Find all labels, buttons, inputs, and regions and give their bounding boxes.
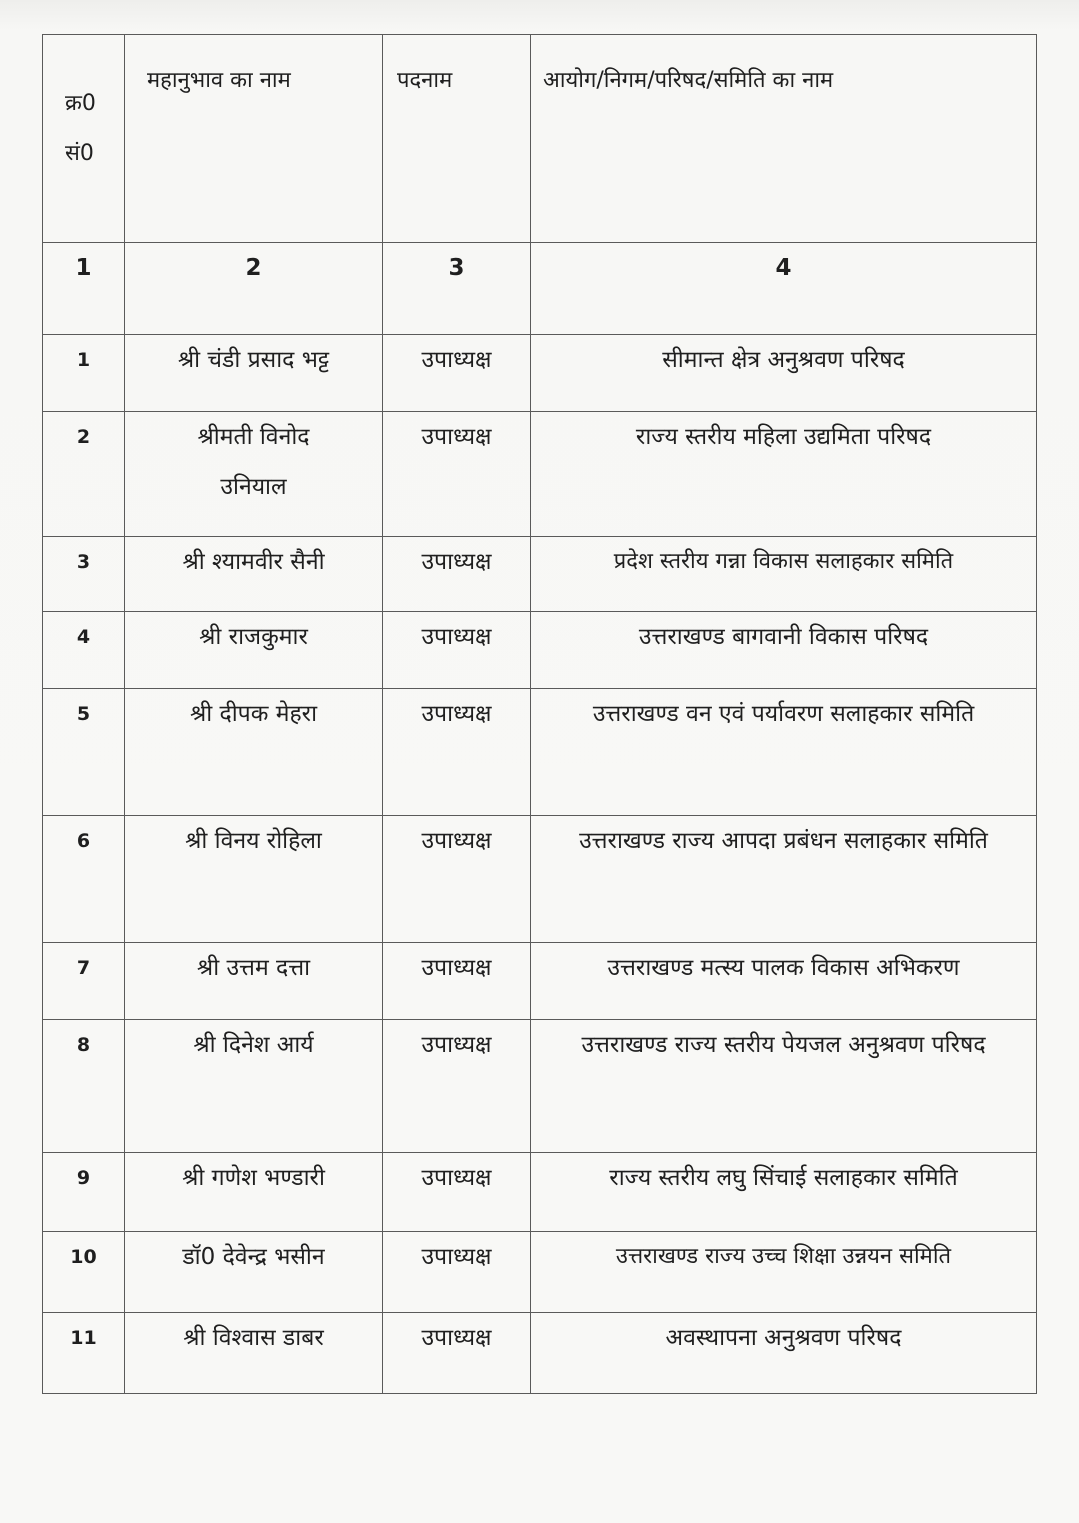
row-body: राज्य स्तरीय महिला उद्यमिता परिषद (531, 412, 1037, 537)
row-designation: उपाध्यक्ष (383, 1232, 531, 1313)
row-designation: उपाध्यक्ष (383, 943, 531, 1020)
row-body: उत्तराखण्ड राज्य स्तरीय पेयजल अनुश्रवण परिषद (531, 1020, 1037, 1153)
row-body: उत्तराखण्ड बागवानी विकास परिषद (531, 612, 1037, 689)
row-serial: 2 (43, 412, 125, 537)
row-body: उत्तराखण्ड राज्य उच्च शिक्षा उन्नयन समिति (531, 1232, 1037, 1313)
header-serial: क्र0 सं0 (43, 35, 125, 243)
table-row (43, 816, 1037, 943)
table-row (43, 689, 1037, 816)
row-designation: उपाध्यक्ष (383, 412, 531, 537)
row-serial: 4 (43, 612, 125, 689)
appointments-table (42, 34, 1037, 1394)
row-designation: उपाध्यक्ष (383, 689, 531, 816)
row-designation: उपाध्यक्ष (383, 1020, 531, 1153)
row-serial: 5 (43, 689, 125, 816)
row-name: श्रीमती विनोद उनियाल (125, 412, 383, 537)
table-row (43, 335, 1037, 412)
row-serial: 10 (43, 1232, 125, 1313)
table-row (43, 412, 1037, 537)
table-row (43, 612, 1037, 689)
row-designation: उपाध्यक्ष (383, 612, 531, 689)
row-serial: 7 (43, 943, 125, 1020)
column-number: 4 (531, 243, 1037, 335)
row-serial: 9 (43, 1153, 125, 1232)
row-name: श्री चंडी प्रसाद भट्ट (125, 335, 383, 412)
table-row (43, 1232, 1037, 1313)
row-serial: 11 (43, 1313, 125, 1394)
row-name: श्री उत्तम दत्ता (125, 943, 383, 1020)
row-designation: उपाध्यक्ष (383, 1153, 531, 1232)
row-serial: 6 (43, 816, 125, 943)
row-name: श्री श्यामवीर सैनी (125, 537, 383, 612)
row-body: राज्य स्तरीय लघु सिंचाई सलाहकार समिति (531, 1153, 1037, 1232)
row-designation: उपाध्यक्ष (383, 335, 531, 412)
row-name: श्री विनय रोहिला (125, 816, 383, 943)
row-designation: उपाध्यक्ष (383, 816, 531, 943)
header-body: आयोग/निगम/परिषद/समिति का नाम (531, 35, 1037, 243)
row-designation: उपाध्यक्ष (383, 537, 531, 612)
column-number: 2 (125, 243, 383, 335)
row-name: श्री राजकुमार (125, 612, 383, 689)
table-header-row (43, 35, 1037, 243)
table-row (43, 1020, 1037, 1153)
row-body: प्रदेश स्तरीय गन्ना विकास सलाहकार समिति (531, 537, 1037, 612)
column-number: 1 (43, 243, 125, 335)
row-body: उत्तराखण्ड राज्य आपदा प्रबंधन सलाहकार समिति (531, 816, 1037, 943)
table-row (43, 1153, 1037, 1232)
table-row (43, 1313, 1037, 1394)
row-designation: उपाध्यक्ष (383, 1313, 531, 1394)
row-serial: 1 (43, 335, 125, 412)
row-body: अवस्थापना अनुश्रवण परिषद (531, 1313, 1037, 1394)
row-name: श्री दिनेश आर्य (125, 1020, 383, 1153)
row-serial: 8 (43, 1020, 125, 1153)
row-body: उत्तराखण्ड वन एवं पर्यावरण सलाहकार समिति (531, 689, 1037, 816)
row-name: श्री दीपक मेहरा (125, 689, 383, 816)
row-name: श्री गणेश भण्डारी (125, 1153, 383, 1232)
row-body: सीमान्त क्षेत्र अनुश्रवण परिषद (531, 335, 1037, 412)
row-name: डॉ0 देवेन्द्र भसीन (125, 1232, 383, 1313)
row-body: उत्तराखण्ड मत्स्य पालक विकास अभिकरण (531, 943, 1037, 1020)
table-row (43, 943, 1037, 1020)
header-designation: पदनाम (383, 35, 531, 243)
row-name: श्री विश्वास डाबर (125, 1313, 383, 1394)
column-number: 3 (383, 243, 531, 335)
row-serial: 3 (43, 537, 125, 612)
column-number-row (43, 243, 1037, 335)
table-row (43, 537, 1037, 612)
header-name: महानुभाव का नाम (125, 35, 383, 243)
